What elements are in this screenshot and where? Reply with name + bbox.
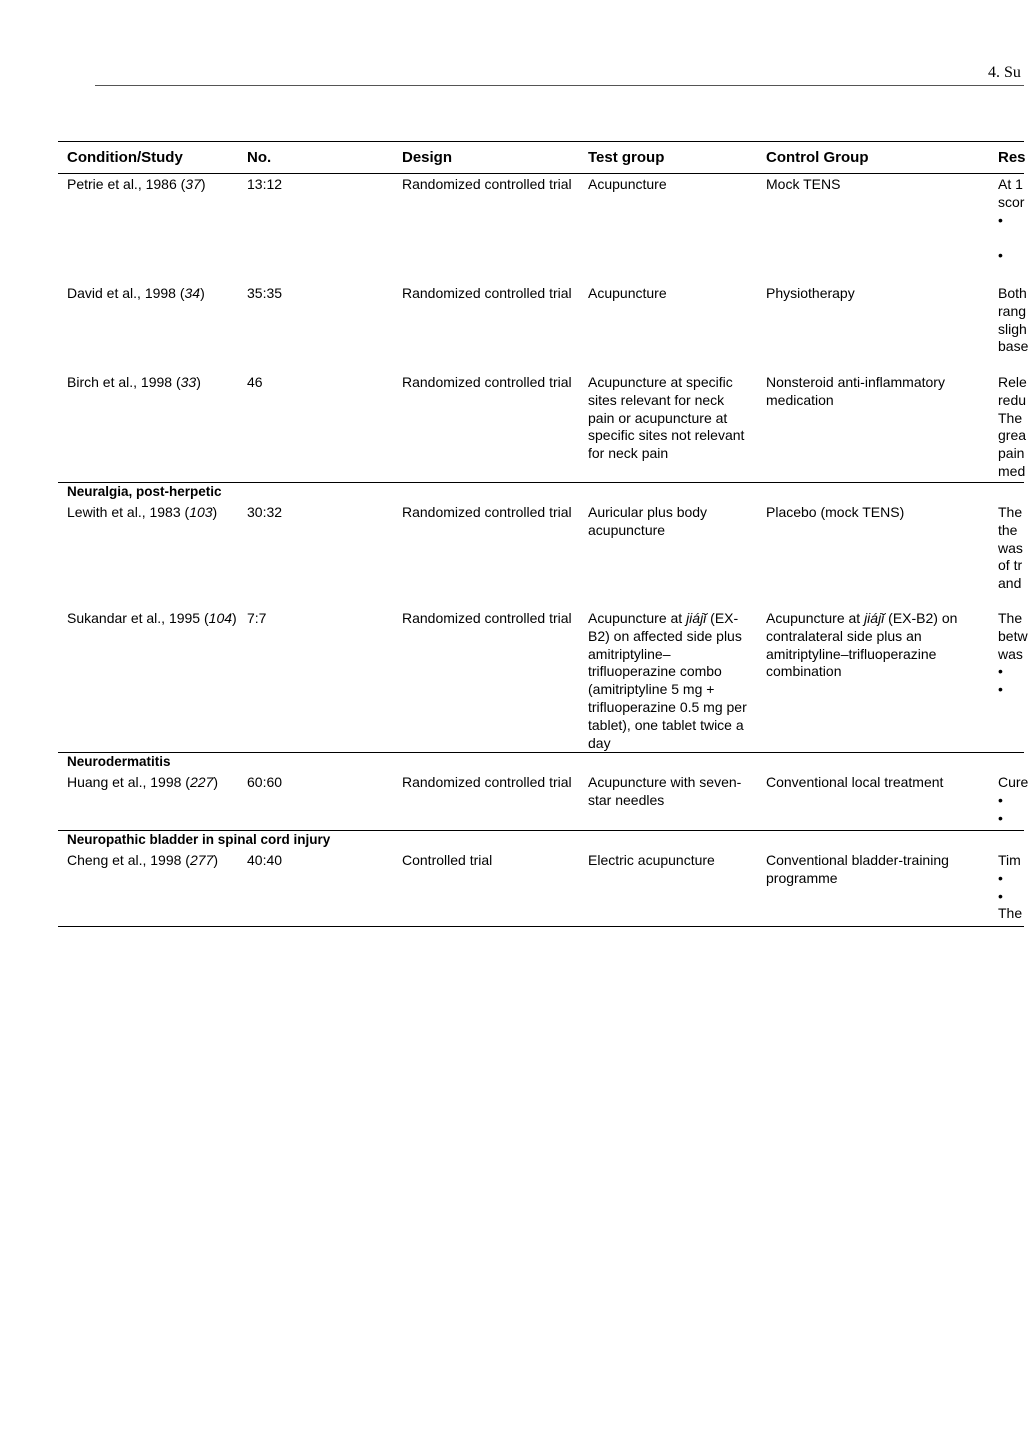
table-row <box>58 283 1029 372</box>
control-group-cell: Conventional local treatment <box>766 774 944 790</box>
col-header-control-group: Control Group <box>766 149 869 166</box>
condition-heading: Neurodermatitis <box>67 754 171 769</box>
study-cell: Sukandar et al., 1995 (104) <box>67 610 237 626</box>
col-header-no: No. <box>247 149 272 166</box>
study-cell: Huang et al., 1998 (227) <box>67 774 219 790</box>
col-header-design: Design <box>402 149 453 166</box>
table-row <box>58 772 1029 830</box>
study-table <box>58 141 1029 927</box>
number-cell: 35:35 <box>247 285 283 301</box>
table-row <box>58 174 1024 283</box>
control-group-cell: Conventional bladder-training programme <box>766 852 949 886</box>
col-header-condition: Condition/Study <box>67 149 183 166</box>
table-row <box>58 502 1024 608</box>
results-cell: The betw was • • <box>998 610 1028 698</box>
test-group-cell: Acupuncture at specific sites relevant for neck pain or acupuncture at specific sites not relevant for neck pain <box>588 374 745 462</box>
table-row <box>58 372 1027 482</box>
table-row <box>58 608 1028 752</box>
test-group-cell: Acupuncture <box>588 176 667 192</box>
control-group-cell: Placebo (mock TENS) <box>766 504 905 520</box>
condition-heading: Neuralgia, post-herpetic <box>67 484 222 499</box>
control-group-cell: Mock TENS <box>766 176 841 192</box>
study-cell: Petrie et al., 1986 (37) <box>67 176 206 192</box>
design-cell: Randomized controlled trial <box>402 176 572 192</box>
running-header: 4. Su <box>988 64 1021 81</box>
results-cell: Both rang sligh base <box>998 285 1029 355</box>
number-cell: 46 <box>247 374 263 390</box>
study-cell: Cheng et al., 1998 (277) <box>67 852 219 868</box>
test-group-cell: Acupuncture with seven-star needles <box>588 774 742 808</box>
control-group-cell: Nonsteroid anti-inflammatory medication <box>766 374 945 408</box>
study-cell: Birch et al., 1998 (33) <box>67 374 201 390</box>
number-cell: 40:40 <box>247 852 283 868</box>
results-cell: The the was of tr and <box>998 504 1023 592</box>
col-header-results: Res <box>998 149 1026 166</box>
number-cell: 60:60 <box>247 774 283 790</box>
test-group-cell: Auricular plus body acupuncture <box>588 504 708 538</box>
table-header <box>58 142 1024 174</box>
design-cell: Randomized controlled trial <box>402 610 572 626</box>
control-group-cell: Acupuncture at jiájĭ (EX-B2) on contralateral side plus an amitriptyline–trifluoperazine combination <box>766 610 958 680</box>
header-rule <box>95 85 1024 86</box>
number-cell: 30:32 <box>247 504 283 520</box>
control-group-cell: Physiotherapy <box>766 285 855 301</box>
results-cell: At 1 scor • • <box>998 176 1025 264</box>
study-cell: David et al., 1998 (34) <box>67 285 205 301</box>
design-cell: Controlled trial <box>402 852 493 868</box>
study-cell: Lewith et al., 1983 (103) <box>67 504 218 520</box>
test-group-cell: Electric acupuncture <box>588 852 715 868</box>
test-group-cell: Acupuncture at jiájĭ (EX-B2) on affected side plus amitriptyline–trifluoperazine combo (amitriptyline 5 mg + trifluoperazine 0.5 mg per tablet), one tablet twice a day <box>588 610 747 751</box>
results-cell: Tim • • The <box>998 852 1023 922</box>
test-group-cell: Acupuncture <box>588 285 667 301</box>
table-row <box>58 850 1024 926</box>
results-cell: Rele redu The grea pain med <box>998 374 1027 479</box>
col-header-test-group: Test group <box>588 149 665 166</box>
design-cell: Randomized controlled trial <box>402 504 572 520</box>
design-cell: Randomized controlled trial <box>402 774 572 790</box>
number-cell: 13:12 <box>247 176 283 192</box>
design-cell: Randomized controlled trial <box>402 374 572 390</box>
number-cell: 7:7 <box>247 610 267 626</box>
design-cell: Randomized controlled trial <box>402 285 572 301</box>
condition-heading: Neuropathic bladder in spinal cord injury <box>67 832 331 847</box>
results-cell: Cure • • <box>998 774 1029 826</box>
